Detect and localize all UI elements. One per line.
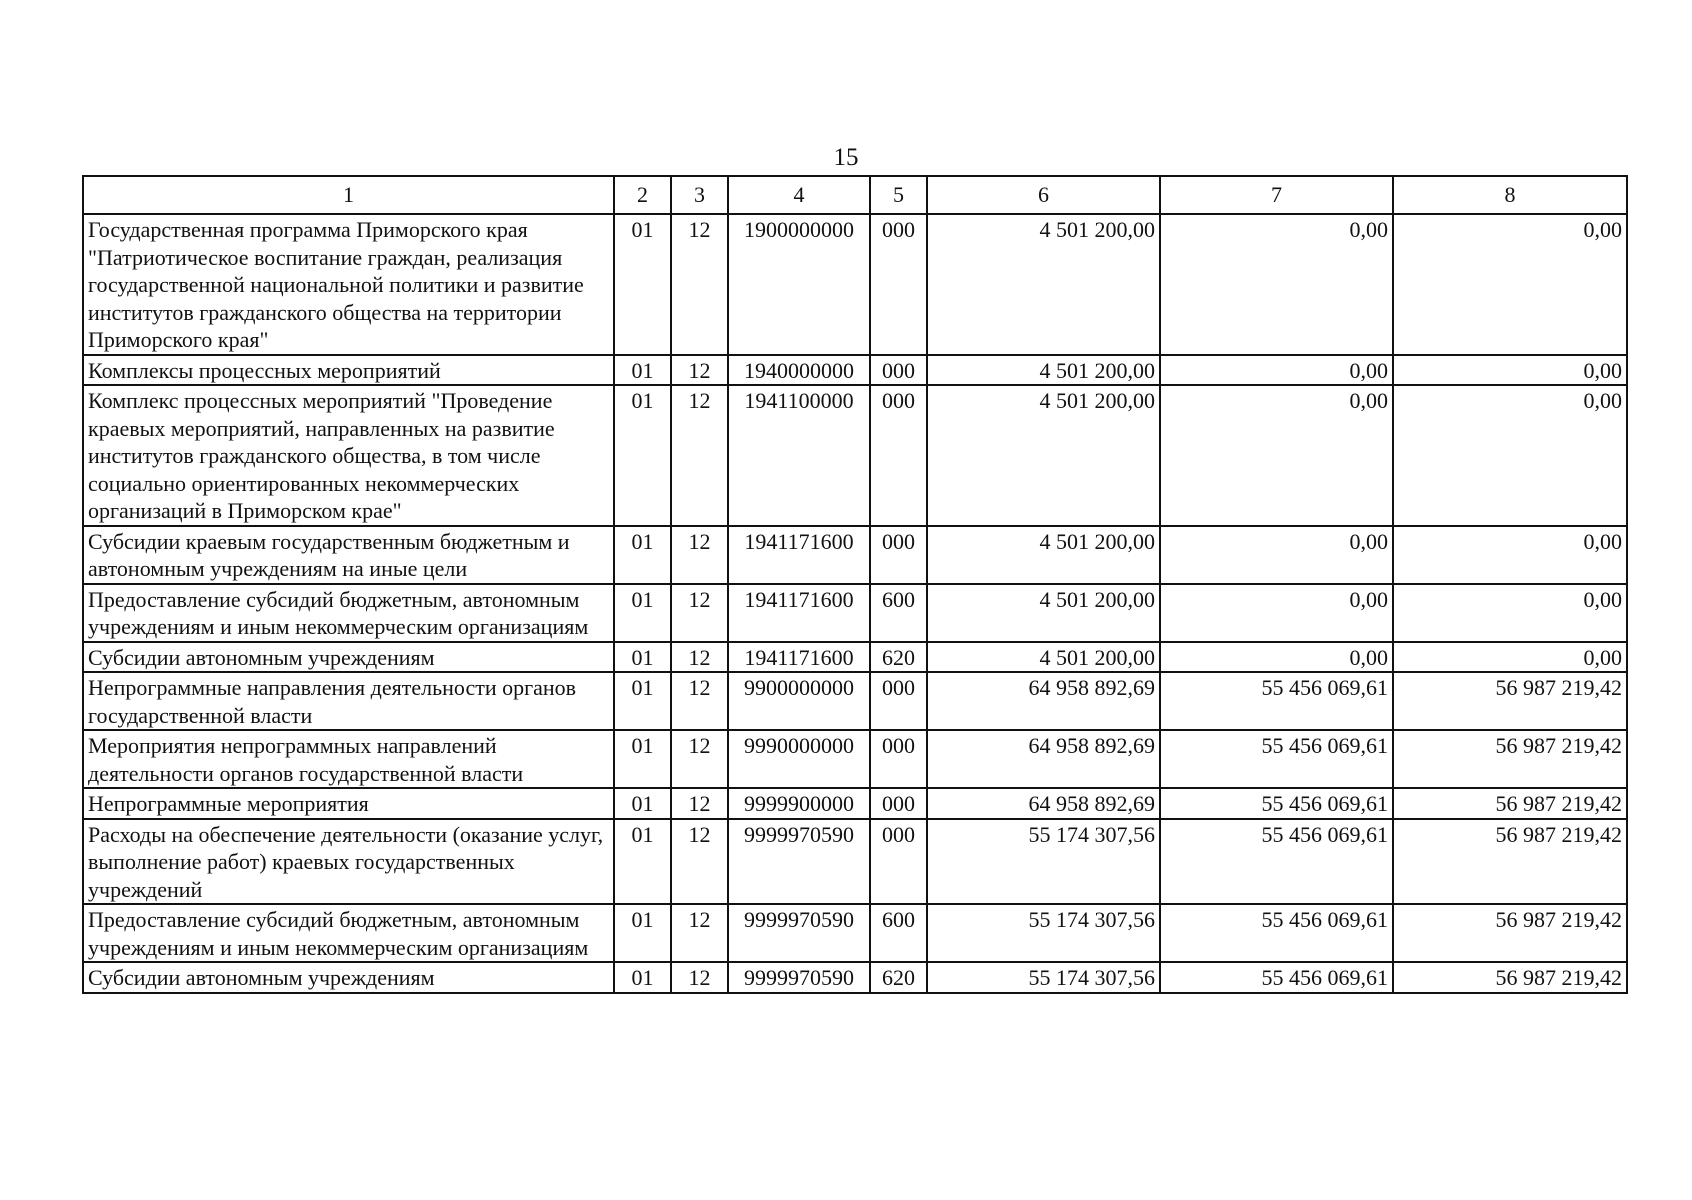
row-section-code: 01 bbox=[614, 214, 671, 355]
row-expense-type-code: 000 bbox=[870, 730, 927, 788]
column-header: 1 bbox=[83, 176, 614, 214]
row-subsection-code: 12 bbox=[671, 672, 728, 730]
row-amount-col6: 55 174 307,56 bbox=[927, 904, 1160, 962]
row-expense-type-code: 000 bbox=[870, 214, 927, 355]
row-amount-col7: 0,00 bbox=[1160, 214, 1393, 355]
row-expense-type-code: 000 bbox=[870, 355, 927, 386]
header-row bbox=[83, 176, 1627, 214]
row-amount-col8: 56 987 219,42 bbox=[1393, 788, 1627, 819]
row-amount-col7: 55 456 069,61 bbox=[1160, 788, 1393, 819]
row-name: Субсидии автономным учреждениям bbox=[83, 642, 614, 673]
row-expense-type-code: 000 bbox=[870, 385, 927, 526]
row-section-code: 01 bbox=[614, 385, 671, 526]
row-amount-col6: 4 501 200,00 bbox=[927, 355, 1160, 386]
row-section-code: 01 bbox=[614, 672, 671, 730]
row-amount-col7: 0,00 bbox=[1160, 526, 1393, 584]
table-row bbox=[83, 642, 1627, 673]
row-amount-col8: 0,00 bbox=[1393, 584, 1627, 642]
row-name: Непрограммные направления деятельности органов государственной власти bbox=[83, 672, 614, 730]
row-amount-col7: 0,00 bbox=[1160, 385, 1393, 526]
row-subsection-code: 12 bbox=[671, 355, 728, 386]
row-subsection-code: 12 bbox=[671, 904, 728, 962]
row-expense-type-code: 600 bbox=[870, 584, 927, 642]
table-row bbox=[83, 788, 1627, 819]
budget-table bbox=[82, 175, 1628, 994]
row-amount-col6: 64 958 892,69 bbox=[927, 672, 1160, 730]
row-subsection-code: 12 bbox=[671, 642, 728, 673]
row-section-code: 01 bbox=[614, 642, 671, 673]
row-amount-col8: 0,00 bbox=[1393, 385, 1627, 526]
row-target-article-code: 1941171600 bbox=[728, 642, 870, 673]
row-target-article-code: 1941171600 bbox=[728, 526, 870, 584]
row-section-code: 01 bbox=[614, 819, 671, 905]
row-amount-col6: 64 958 892,69 bbox=[927, 788, 1160, 819]
row-name: Предоставление субсидий бюджетным, автономным учреждениям и иным некоммерческим организациям bbox=[83, 904, 614, 962]
table-row bbox=[83, 819, 1627, 905]
table-row bbox=[83, 904, 1627, 962]
row-name: Субсидии краевым государственным бюджетным и автономным учреждениям на иные цели bbox=[83, 526, 614, 584]
column-header: 4 bbox=[728, 176, 870, 214]
row-expense-type-code: 000 bbox=[870, 526, 927, 584]
row-amount-col7: 55 456 069,61 bbox=[1160, 819, 1393, 905]
row-name: Комплексы процессных мероприятий bbox=[83, 355, 614, 386]
row-name: Комплекс процессных мероприятий "Проведение краевых мероприятий, направленных на развитие институтов гражданского общества, в том числе социально ориентированных некоммерческих организаций в Приморском крае" bbox=[83, 385, 614, 526]
page-number: 15 bbox=[833, 144, 859, 171]
table-row bbox=[83, 584, 1627, 642]
table-row bbox=[83, 730, 1627, 788]
row-target-article-code: 9999970590 bbox=[728, 962, 870, 993]
table-row bbox=[83, 962, 1627, 993]
row-target-article-code: 1940000000 bbox=[728, 355, 870, 386]
row-expense-type-code: 600 bbox=[870, 904, 927, 962]
row-amount-col7: 0,00 bbox=[1160, 642, 1393, 673]
row-name: Расходы на обеспечение деятельности (оказание услуг, выполнение работ) краевых государственных учреждений bbox=[83, 819, 614, 905]
row-expense-type-code: 000 bbox=[870, 788, 927, 819]
row-subsection-code: 12 bbox=[671, 819, 728, 905]
row-amount-col8: 0,00 bbox=[1393, 214, 1627, 355]
row-target-article-code: 1900000000 bbox=[728, 214, 870, 355]
row-section-code: 01 bbox=[614, 355, 671, 386]
row-target-article-code: 9990000000 bbox=[728, 730, 870, 788]
row-expense-type-code: 000 bbox=[870, 672, 927, 730]
row-amount-col7: 55 456 069,61 bbox=[1160, 730, 1393, 788]
row-amount-col6: 64 958 892,69 bbox=[927, 730, 1160, 788]
row-section-code: 01 bbox=[614, 904, 671, 962]
table-body bbox=[83, 214, 1627, 993]
row-amount-col7: 0,00 bbox=[1160, 355, 1393, 386]
row-amount-col6: 55 174 307,56 bbox=[927, 962, 1160, 993]
row-target-article-code: 1941100000 bbox=[728, 385, 870, 526]
table-row bbox=[83, 526, 1627, 584]
row-amount-col8: 0,00 bbox=[1393, 642, 1627, 673]
row-amount-col6: 55 174 307,56 bbox=[927, 819, 1160, 905]
row-amount-col6: 4 501 200,00 bbox=[927, 214, 1160, 355]
row-section-code: 01 bbox=[614, 788, 671, 819]
row-name: Государственная программа Приморского края "Патриотическое воспитание граждан, реализация государственной национальной политики и развитие институтов гражданского общества на территории Приморского края" bbox=[83, 214, 614, 355]
row-subsection-code: 12 bbox=[671, 385, 728, 526]
row-target-article-code: 9900000000 bbox=[728, 672, 870, 730]
row-expense-type-code: 000 bbox=[870, 819, 927, 905]
row-expense-type-code: 620 bbox=[870, 962, 927, 993]
row-subsection-code: 12 bbox=[671, 584, 728, 642]
row-amount-col6: 4 501 200,00 bbox=[927, 642, 1160, 673]
row-amount-col6: 4 501 200,00 bbox=[927, 526, 1160, 584]
row-subsection-code: 12 bbox=[671, 788, 728, 819]
row-amount-col6: 4 501 200,00 bbox=[927, 584, 1160, 642]
row-amount-col8: 56 987 219,42 bbox=[1393, 730, 1627, 788]
column-header: 2 bbox=[614, 176, 671, 214]
row-name: Субсидии автономным учреждениям bbox=[83, 962, 614, 993]
row-amount-col7: 55 456 069,61 bbox=[1160, 904, 1393, 962]
row-amount-col6: 4 501 200,00 bbox=[927, 385, 1160, 526]
table-row bbox=[83, 385, 1627, 526]
row-target-article-code: 1941171600 bbox=[728, 584, 870, 642]
column-header: 6 bbox=[927, 176, 1160, 214]
row-subsection-code: 12 bbox=[671, 730, 728, 788]
row-expense-type-code: 620 bbox=[870, 642, 927, 673]
table-row bbox=[83, 214, 1627, 355]
column-header: 5 bbox=[870, 176, 927, 214]
row-subsection-code: 12 bbox=[671, 526, 728, 584]
row-section-code: 01 bbox=[614, 584, 671, 642]
row-amount-col8: 56 987 219,42 bbox=[1393, 819, 1627, 905]
row-section-code: 01 bbox=[614, 730, 671, 788]
row-amount-col7: 55 456 069,61 bbox=[1160, 962, 1393, 993]
row-amount-col8: 56 987 219,42 bbox=[1393, 962, 1627, 993]
column-header: 3 bbox=[671, 176, 728, 214]
row-amount-col8: 56 987 219,42 bbox=[1393, 672, 1627, 730]
row-subsection-code: 12 bbox=[671, 214, 728, 355]
row-name: Мероприятия непрограммных направлений деятельности органов государственной власти bbox=[83, 730, 614, 788]
row-amount-col8: 0,00 bbox=[1393, 355, 1627, 386]
row-target-article-code: 9999970590 bbox=[728, 819, 870, 905]
table-row bbox=[83, 355, 1627, 386]
row-amount-col7: 55 456 069,61 bbox=[1160, 672, 1393, 730]
table-row bbox=[83, 672, 1627, 730]
row-section-code: 01 bbox=[614, 962, 671, 993]
row-target-article-code: 9999900000 bbox=[728, 788, 870, 819]
row-amount-col8: 56 987 219,42 bbox=[1393, 904, 1627, 962]
row-amount-col8: 0,00 bbox=[1393, 526, 1627, 584]
row-name: Непрограммные мероприятия bbox=[83, 788, 614, 819]
row-name: Предоставление субсидий бюджетным, автономным учреждениям и иным некоммерческим организациям bbox=[83, 584, 614, 642]
row-section-code: 01 bbox=[614, 526, 671, 584]
column-header: 7 bbox=[1160, 176, 1393, 214]
row-subsection-code: 12 bbox=[671, 962, 728, 993]
column-header: 8 bbox=[1393, 176, 1627, 214]
row-target-article-code: 9999970590 bbox=[728, 904, 870, 962]
row-amount-col7: 0,00 bbox=[1160, 584, 1393, 642]
